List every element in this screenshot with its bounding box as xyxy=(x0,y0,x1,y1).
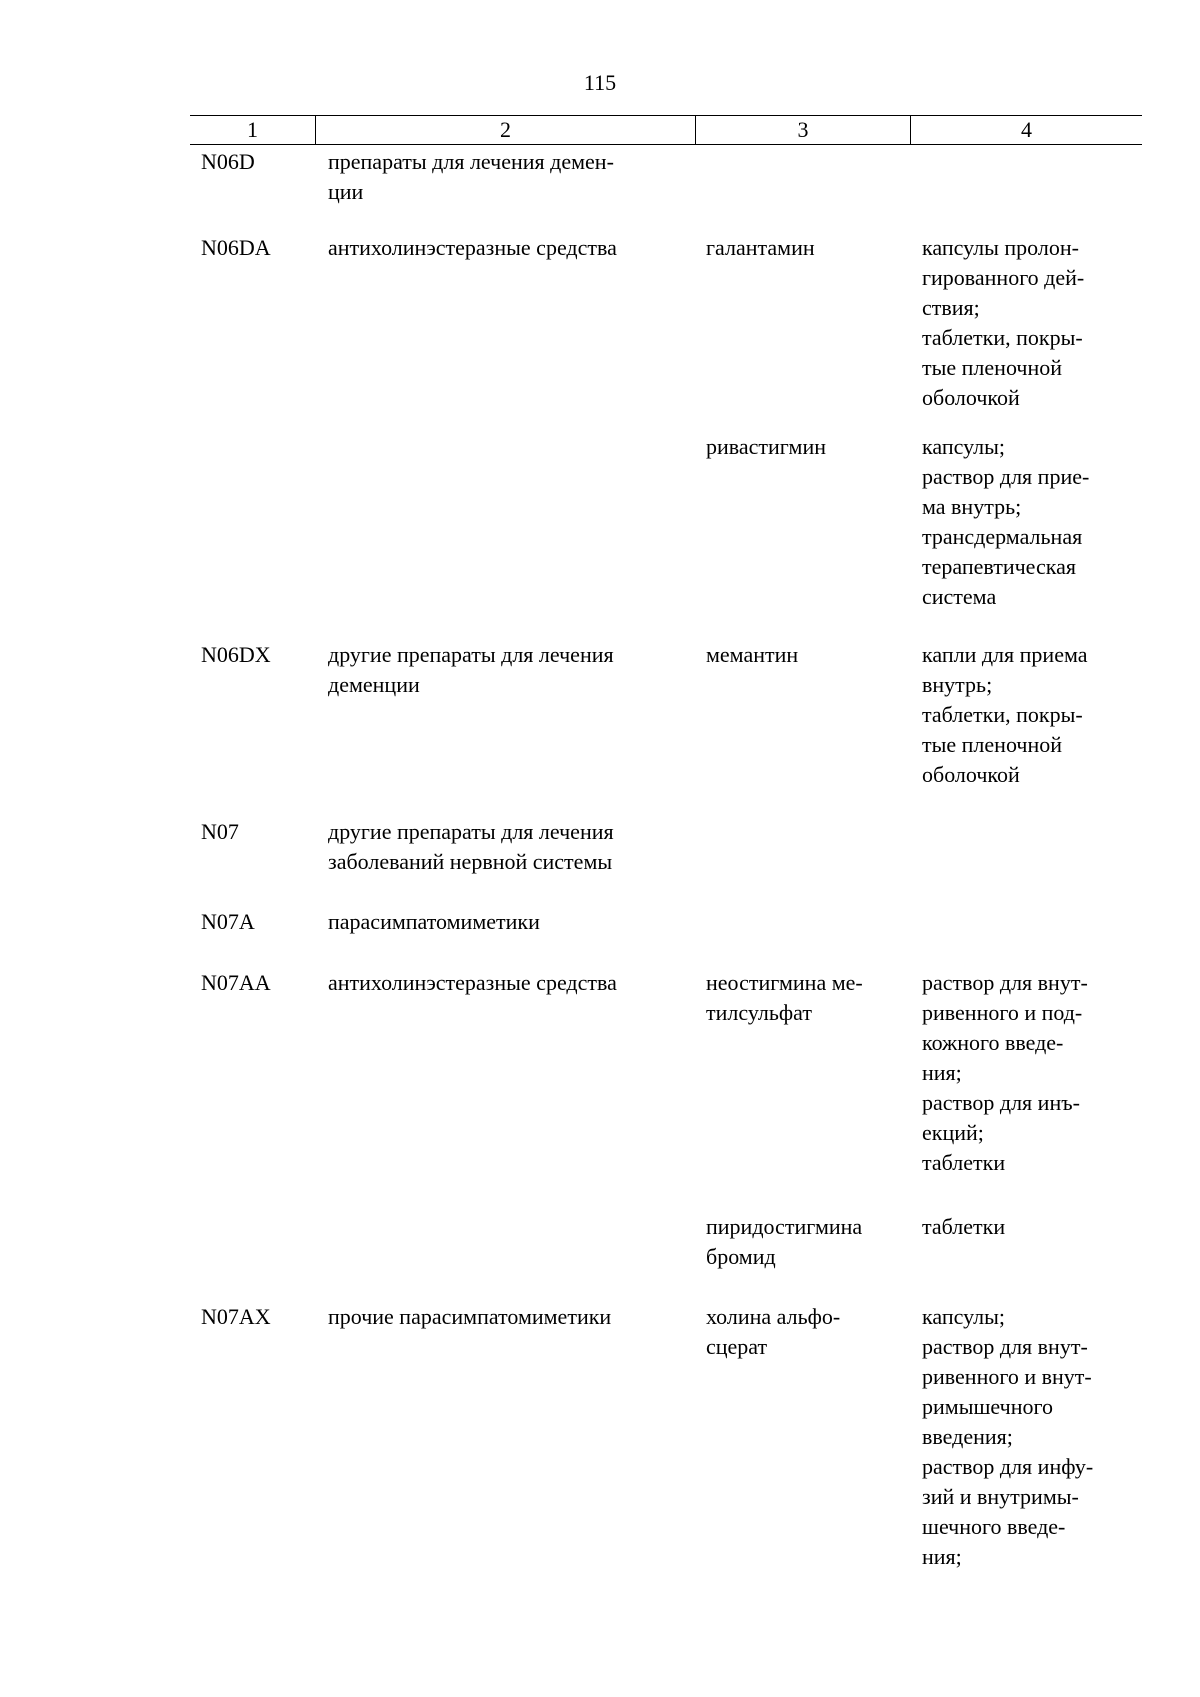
group-name: антихолинэстеразные средства xyxy=(328,235,617,260)
dosage-form: капсулы; раствор для внут- ривенного и внут- римышечного введения; раствор для инфу- зий и внутримы- шечного введе- ния; xyxy=(922,1304,1094,1569)
page-number: 115 xyxy=(583,70,617,95)
drug-name: пиридостигмина бромид xyxy=(706,1214,863,1269)
drug-name: галантамин xyxy=(706,235,815,260)
column-header-2: 2 xyxy=(315,116,695,144)
dosage-form: капли для приема внутрь; таблетки, покры- тые пленочной оболочкой xyxy=(922,642,1088,787)
atc-code: N06DA xyxy=(201,235,271,260)
group-name: другие препараты для лечения деменции xyxy=(328,642,614,697)
column-header-1: 1 xyxy=(247,117,258,142)
group-name: антихолинэстеразные средства xyxy=(328,970,617,995)
atc-code: N07A xyxy=(201,909,255,934)
table-header xyxy=(190,115,1142,145)
group-name: препараты для лечения демен- ции xyxy=(328,149,614,204)
group-name: прочие парасимпатомиметики xyxy=(328,1304,612,1329)
drug-name: неостигмина ме- тилсульфат xyxy=(706,970,863,1025)
dosage-form: раствор для внут- ривенного и под- кожного введе- ния; раствор для инъ- екций; таблетки xyxy=(922,970,1088,1175)
drug-name: ривастигмин xyxy=(706,434,826,459)
atc-code: N07AX xyxy=(201,1304,271,1329)
drug-name: холина альфо- сцерат xyxy=(706,1304,841,1359)
atc-code: N07 xyxy=(201,819,239,844)
column-header-3: 3 xyxy=(695,116,910,144)
column-header-4: 4 xyxy=(910,116,1142,144)
dosage-form: капсулы пролон- гированного дей- ствия; таблетки, покры- тые пленочной оболочкой xyxy=(922,235,1085,410)
atc-code: N07AA xyxy=(201,970,271,995)
group-name: парасимпатомиметики xyxy=(328,909,540,934)
dosage-form: таблетки xyxy=(922,1214,1006,1239)
atc-code: N06DX xyxy=(201,642,271,667)
atc-code: N06D xyxy=(201,149,255,174)
dosage-form: капсулы; раствор для прие- ма внутрь; трансдермальная терапевтическая система xyxy=(922,434,1090,609)
group-name: другие препараты для лечения заболеваний нервной системы xyxy=(328,819,614,874)
drug-name: мемантин xyxy=(706,642,799,667)
